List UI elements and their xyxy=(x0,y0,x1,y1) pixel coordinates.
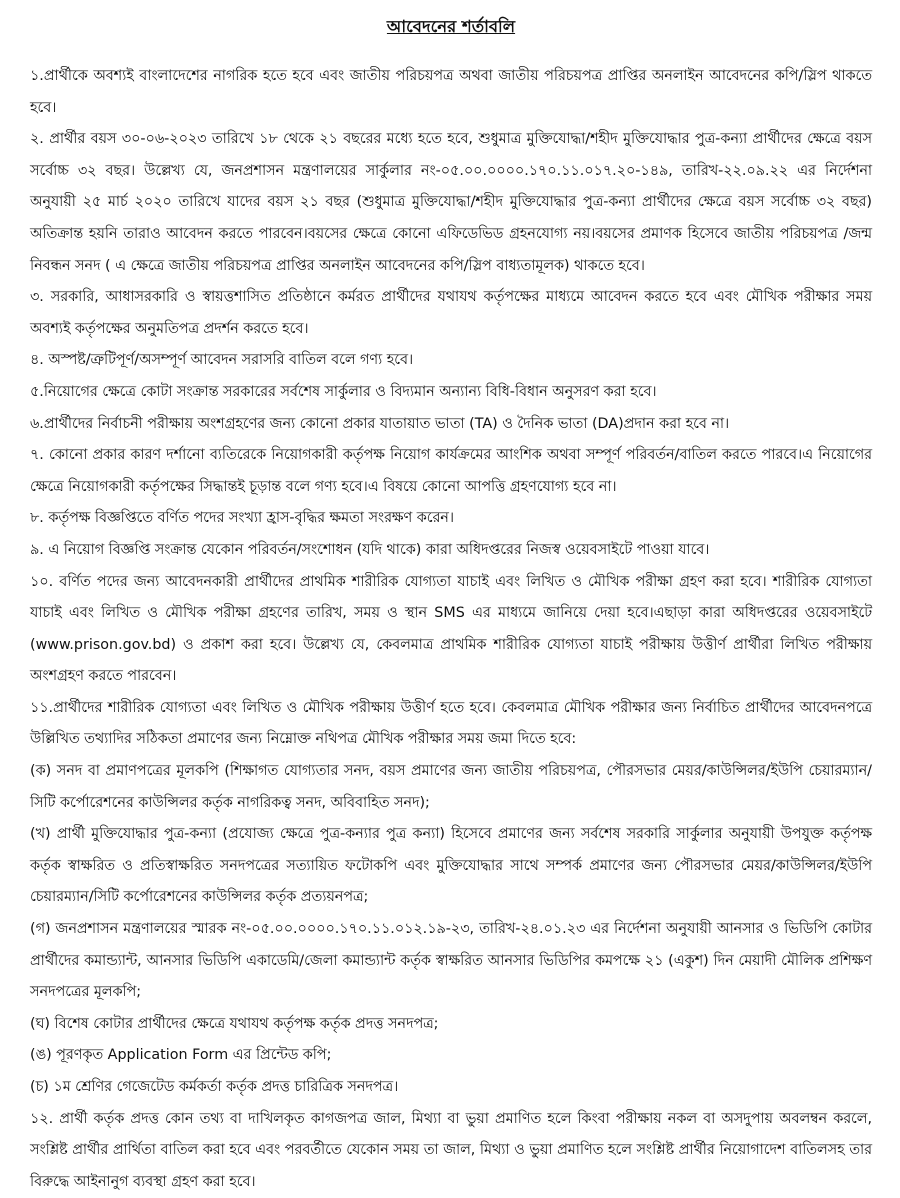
condition-11: ১১.প্রার্থীদের শারীরিক যোগ্যতা এবং লিখিত ও মৌখিক পরীক্ষায় উত্তীর্ণ হতে হবে। কেবলমাত্র মৌখিক পরীক্ষার জন্য নির্বাচিত প্রার্থীদের আবেদনপত্রে উল্লিখিত তথ্যাদির সঠিকতা প্রমাণের জন্য নিম্নোক্ত নথিপত্র মৌখিক পরীক্ষার সময় জমা দিতে হবে: xyxy=(30,699,872,748)
condition-3: ৩. সরকারি, আধাসরকারি ও স্বায়ত্তশাসিত প্রতিষ্ঠানে কর্মরত প্রার্থীদের যথাযথ কর্তৃপক্ষের মাধ্যমে আবেদন করতে হবে এবং মৌখিক পরীক্ষার সময় অবশ্যই কর্তৃপক্ষের অনুমতিপত্র প্রদর্শন করতে হবে। xyxy=(30,289,872,337)
condition-11-ga: (গ) জনপ্রশাসন মন্ত্রণালয়ের স্মারক নং-০৫.০০.০০০০.১৭০.১১.০১২.১৯-২৩, তারিখ-২৪.০১.২৩ এর নির্দেশনা অনুযায়ী আনসার ও ভিডিপি কোটার প্রার্থীদের কমান্ড্যান্ট, আনসার ভিডিপি একাডেমি/জেলা কমান্ড্যান্ট কর্তৃক স্বাক্ষরিত আনসার ভিডিপির কমপক্ষে ২১ (একুশ) দিন মেয়াদী মৌলিক প্রশিক্ষণ সনদপত্রের মূলকপি; xyxy=(30,921,872,1001)
condition-4: ৪. অস্পষ্ট/ত্রুটিপূর্ণ/অসম্পূর্ণ আবেদন সরাসরি বাতিল বলে গণ্য হবে। xyxy=(30,352,414,369)
document-title: আবেদনের শর্তাবলি xyxy=(386,17,516,36)
condition-12: ১২. প্রার্থী কর্তৃক প্রদত্ত কোন তথ্য বা দাখিলকৃত কাগজপত্র জাল, মিথ্যা বা ভুয়া প্রমাণিত হলে কিংবা পরীক্ষায় নকল বা অসদুপায় অবলম্বন করলে, সংশ্লিষ্ট প্রার্থীর প্রার্থিতা বাতিল করা হবে এবং পরবর্তীতে যেকোন সময় তা জাল, মিথ্যা ও ভুয়া প্রমাণিত হলে সংশ্লিষ্ট প্রার্থীর নিয়োগাদেশ বাতিলসহ তার বিরুদ্ধে আইনানুগ ব্যবস্থা গ্রহণ করা হবে। xyxy=(30,1110,872,1190)
condition-11-cha: (চ) ১ম শ্রেণির গেজেটেড কর্মকর্তা কর্তৃক প্রদত্ত চারিত্রিক সনদপত্র। xyxy=(30,1079,399,1095)
condition-6: ৬.প্রার্থীদের নির্বাচনী পরীক্ষায় অংশগ্রহণের জন্য কোনো প্রকার যাতায়াত ভাতা (TA) ও দৈনিক ভাতা (DA)প্রদান করা হবে না। xyxy=(30,415,730,432)
condition-11-kha: (খ) প্রার্থী মুক্তিযোদ্ধার পুত্র-কন্যা (প্রযোজ্য ক্ষেত্রে পুত্র-কন্যার পুত্র কন্যা) হিসেবে প্রমাণের জন্য সর্বশেষ সরকারি সার্কুলার অনুযায়ী উপযুক্ত কর্তৃপক্ষ কর্তৃক স্বাক্ষরিত ও প্রতিস্বাক্ষরিত সনদপত্রের সত্যায়িত ফটোকপি এবং মুক্তিযোদ্ধার সাথে সম্পর্ক প্রমাণের জন্য পৌরসভার মেয়র/কাউন্সিলর/ইউপি চেয়ারম্যান/সিটি কর্পোরেশনের কাউন্সিলর কর্তৃক প্রত্যয়নপত্র; xyxy=(30,826,872,906)
condition-2: ২. প্রার্থীর বয়স ৩০-০৬-২০২৩ তারিখে ১৮ থেকে ২১ বছরের মধ্যে হতে হবে, শুধুমাত্র মুক্তিযোদ্ধা/শহীদ মুক্তিযোদ্ধার পুত্র-কন্যা প্রার্থীদের ক্ষেত্রে বয়স সর্বোচ্চ ৩২ বছর। উল্লেখ্য যে, জনপ্রশাসন মন্ত্রণালয়ের সার্কুলার নং-০৫.০০.০০০০.১৭০.১১.০১৭.২০-১৪৯, তারিখ-২২.০৯.২২ এর নির্দেশনা অনুযায়ী ২৫ মার্চ ২০২০ তারিখে যাদের বয়স ২১ বছর (শুধুমাত্র মুক্তিযোদ্ধা/শহীদ মুক্তিযোদ্ধার পুত্র-কন্যা প্রার্থীদের ক্ষেত্রে বয়স সর্বোচ্চ ৩২ বছর) অতিক্রান্ত হয়নি তারাও আবেদন করতে পারবেন।বয়সের ক্ষেত্রে কোনো এফিডেভিড গ্রহনযোগ্য নয়।বয়সের প্রমাণক হিসেবে জাতীয় পরিচয়পত্র /জন্ম নিবন্ধন সনদ ( এ ক্ষেত্রে জাতীয় পরিচয়পত্র প্রাপ্তির অনলাইন আবেদনের কপি/স্লিপ বাধ্যতামূলক) থাকতে হবে। xyxy=(30,131,872,274)
condition-7: ৭. কোনো প্রকার কারণ দর্শানো ব্যতিরেকে নিয়োগকারী কর্তৃপক্ষ নিয়োগ কার্যক্রমের আংশিক অথবা সম্পূর্ণ পরিবর্তন/বাতিল করতে পারবে।এ নিয়োগের ক্ষেত্রে নিয়োগকারী কর্তৃপক্ষের সিদ্ধান্তই চূড়ান্ত বলে গণ্য হবে।এ বিষয়ে কোনো আপত্তি গ্রহণযোগ্য হবে না। xyxy=(30,447,872,495)
condition-8: ৮. কর্তৃপক্ষ বিজ্ঞপ্তিতে বর্ণিত পদের সংখ্যা হ্রাস-বৃদ্ধির ক্ষমতা সংরক্ষণ করেন। xyxy=(30,510,454,527)
condition-11-ka: (ক) সনদ বা প্রমাণপত্রের মূলকপি (শিক্ষাগত যোগ্যতার সনদ, বয়স প্রমাণের জন্য জাতীয় পরিচয়পত্র, পৌরসভার মেয়র/কাউন্সিলর/ইউপি চেয়ারম্যান/সিটি কর্পোরেশনের কাউন্সিলর কর্তৃক নাগরিকত্ব সনদ, অবিবাহিত সনদ); xyxy=(30,763,872,811)
condition-9: ৯. এ নিয়োগ বিজ্ঞপ্তি সংক্রান্ত যেকোন পরিবর্তন/সংশোধন (যদি থাকে) কারা অধিদপ্তরের নিজস্ব ওয়েবসাইটে পাওয়া যাবে। xyxy=(30,541,710,558)
condition-11-gha: (ঘ) বিশেষ কোটার প্রার্থীদের ক্ষেত্রে যথাযথ কর্তৃপক্ষ কর্তৃক প্রদত্ত সনদপত্র; xyxy=(30,1015,439,1032)
condition-10: ১০. বর্ণিত পদের জন্য আবেদনকারী প্রার্থীদের প্রাথমিক শারীরিক যোগ্যতা যাচাই এবং লিখিত ও মৌখিক পরীক্ষা গ্রহণ করা হবে। শারীরিক যোগ্যতা যাচাই এবং লিখিত ও মৌখিক পরীক্ষা গ্রহণের তারিখ, সময় ও স্থান SMS এর মাধ্যমে জানিয়ে দেয়া হবে।এছাড়া কারা অধিদপ্তরের ওয়েবসাইটে (www.prison.gov.bd) ও প্রকাশ করা হবে। উল্লেখ্য যে, কেবলমাত্র প্রাথমিক শারীরিক যোগ্যতা যাচাই পরীক্ষায় উত্তীর্ণ প্রার্থীরা লিখিত পরীক্ষায় অংশগ্রহণ করতে পারবেন। xyxy=(30,573,872,685)
condition-11-umo: (ঙ) পূরণকৃত Application Form এর প্রিন্টেড কপি; xyxy=(30,1047,332,1064)
condition-5: ৫.নিয়োগের ক্ষেত্রে কোটা সংক্রান্ত সরকারের সর্বশেষ সার্কুলার ও বিদ্যমান অন্যান্য বিধি-বিধান অনুসরণ করা হবে। xyxy=(30,383,657,400)
condition-1: ১.প্রার্থীকে অবশ্যই বাংলাদেশের নাগরিক হতে হবে এবং জাতীয় পরিচয়পত্র অথবা জাতীয় পরিচয়পত্র প্রাপ্তির অনলাইন আবেদনের কপি/স্লিপ থাকতে হবে। xyxy=(30,68,872,116)
